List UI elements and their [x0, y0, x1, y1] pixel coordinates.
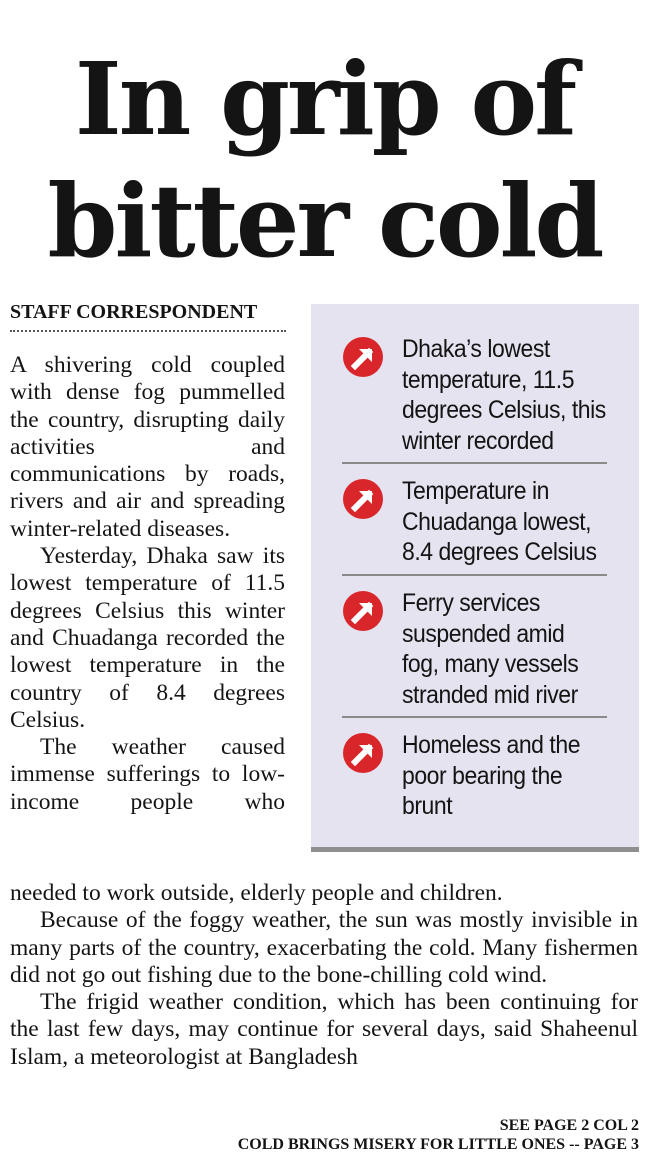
headline — [0, 38, 649, 282]
headline-line-1: In grip of — [74, 40, 575, 158]
highlight-divider — [342, 462, 607, 464]
highlight-item — [342, 588, 607, 710]
highlight-text: Homeless and the poor bearing the brunt — [402, 731, 581, 820]
arrow-badge-icon — [342, 336, 384, 378]
headline-line-2: bitter cold — [47, 162, 602, 280]
highlight-text: Ferry services suspended amid fog, many vessels stranded mid river — [402, 589, 579, 709]
article-paragraph-2: Yesterday, Dhaka saw its lowest temperature of 11.5 degrees Celsius this winter and Chuadanga recorded the lowest temperature in the country of 8.4 degrees Celsius. — [10, 543, 285, 733]
highlights-box — [311, 304, 639, 852]
highlight-text: Dhaka’s lowest temperature, 11.5 degrees Celsius, this winter recorded — [402, 335, 606, 455]
article-paragraph-4: Because of the foggy weather, the sun was mostly invisible in many parts of the country, exacerbating the cold. Many fishermen did not go out fishing due to the bone-chilling cold wind. — [10, 907, 638, 988]
article-paragraph-3: The weather caused immense sufferings to low-income people who — [10, 734, 285, 815]
arrow-badge-icon — [342, 590, 384, 632]
jump-reference[interactable]: SEE PAGE 2 COL 2 — [499, 1117, 639, 1134]
related-story-link[interactable]: COLD BRINGS MISERY FOR LITTLE ONES -- PAGE 3 — [237, 1136, 639, 1153]
article-paragraph-5: The frigid weather condition, which has been continuing for the last few days, may continue for several days, said Shaheenul Islam, a meteorologist at Bangladesh — [10, 989, 638, 1070]
article-full-width — [10, 880, 638, 1071]
article-paragraph-3-continued: needed to work outside, elderly people and children. — [10, 880, 503, 906]
highlight-item — [342, 476, 607, 568]
highlight-item — [342, 730, 607, 822]
highlight-text: Temperature in Chuadanga lowest, 8.4 degrees Celsius — [402, 477, 597, 566]
article-left-column — [10, 352, 285, 816]
highlight-divider — [342, 716, 607, 718]
arrow-badge-icon — [342, 732, 384, 774]
highlight-divider — [342, 574, 607, 576]
article-paragraph-1: A shivering cold coupled with dense fog pummelled the country, disrupting daily activities and communications by roads, rivers and air and spreading winter-related diseases. — [10, 352, 285, 542]
highlight-item — [342, 334, 607, 456]
byline: STAFF CORRESPONDENT — [10, 300, 286, 332]
arrow-badge-icon — [342, 478, 384, 520]
